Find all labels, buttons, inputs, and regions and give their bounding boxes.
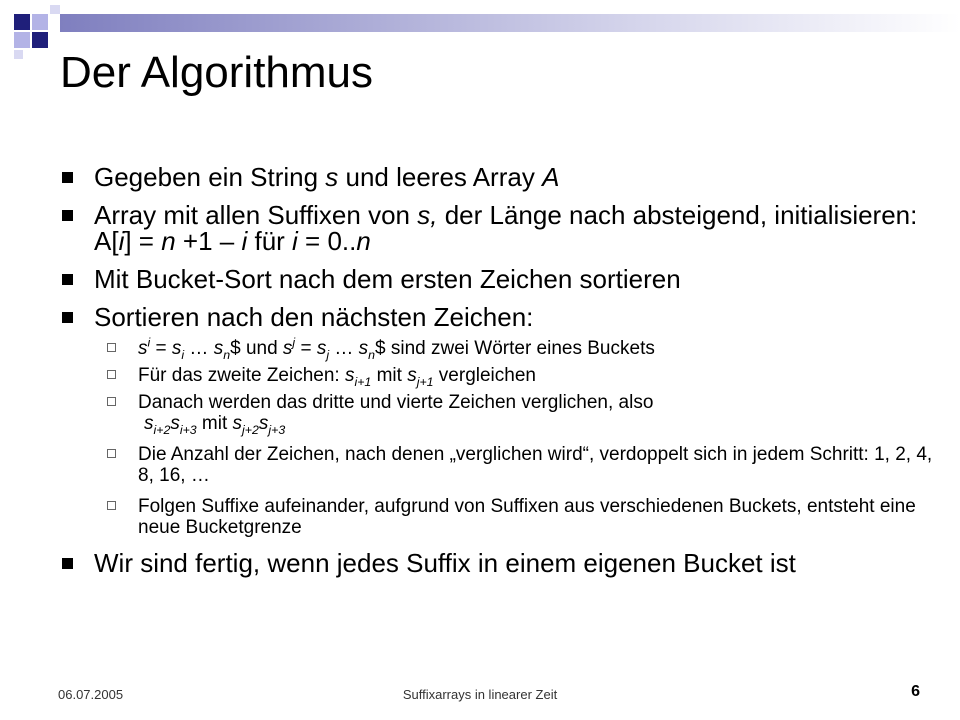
subbullet-third-fourth-char: Danach werden das dritte und vierte Zeichen verglichen, also $s_{i+2}s_{i+3}$ mit $s_{j+2}s_{j+3}$ — [104, 392, 940, 434]
decor-square-pale-2 — [14, 50, 23, 59]
bullet-done: Wir sind fertig, wenn jedes Suffix in einem eigenen Bucket ist — [60, 550, 940, 576]
decor-square-lavender-2 — [14, 32, 30, 48]
bullet-array-init: Array mit allen Suffixen von s, der Länge nach absteigend, initialisieren: A[i] = n +1 – i für i = 0..n — [60, 202, 940, 254]
bullet-given-string: Gegeben ein String s und leeres Array A — [60, 164, 940, 190]
slide-title: Der Algorithmus — [60, 48, 374, 97]
subbullet-doubling: Die Anzahl der Zeichen, nach denen „verglichen wird“, verdoppelt sich in jedem Schritt: 1, 2, 4, 8, 16, … — [104, 444, 940, 486]
footer-date: 06.07.2005 — [58, 687, 124, 702]
bullet-bucket-sort: Mit Bucket-Sort nach dem ersten Zeichen sortieren — [60, 266, 940, 292]
page-number: 6 — [911, 683, 920, 700]
decor-square-navy-2 — [32, 32, 48, 48]
decor-square-lavender — [32, 14, 48, 30]
slide-content — [60, 164, 940, 586]
subbullet-new-bucket-boundary: Folgen Suffixe aufeinander, aufgrund von Suffixen aus verschiedenen Buckets, entsteht eine neue Bucketgrenze — [104, 496, 940, 538]
decor-square-navy — [14, 14, 30, 30]
footer-title: Suffixarrays in linearer Zeit — [402, 687, 558, 702]
decor-square-pale — [50, 5, 60, 14]
title-gradient-bar — [60, 14, 960, 32]
subbullet-second-char: Für das zweite Zeichen: $s_{i+1}$ mit $s_{j+1}$ vergleichen — [104, 365, 940, 386]
bullet-next-chars: Sortieren nach den nächsten Zeichen: — [60, 304, 940, 330]
subbullet-bucket-words: $s^i = s_i$ … $s_n\$$ und $s^j = s_j$ … $s_n\$$ sind zwei Wörter eines Buckets — [104, 338, 940, 359]
